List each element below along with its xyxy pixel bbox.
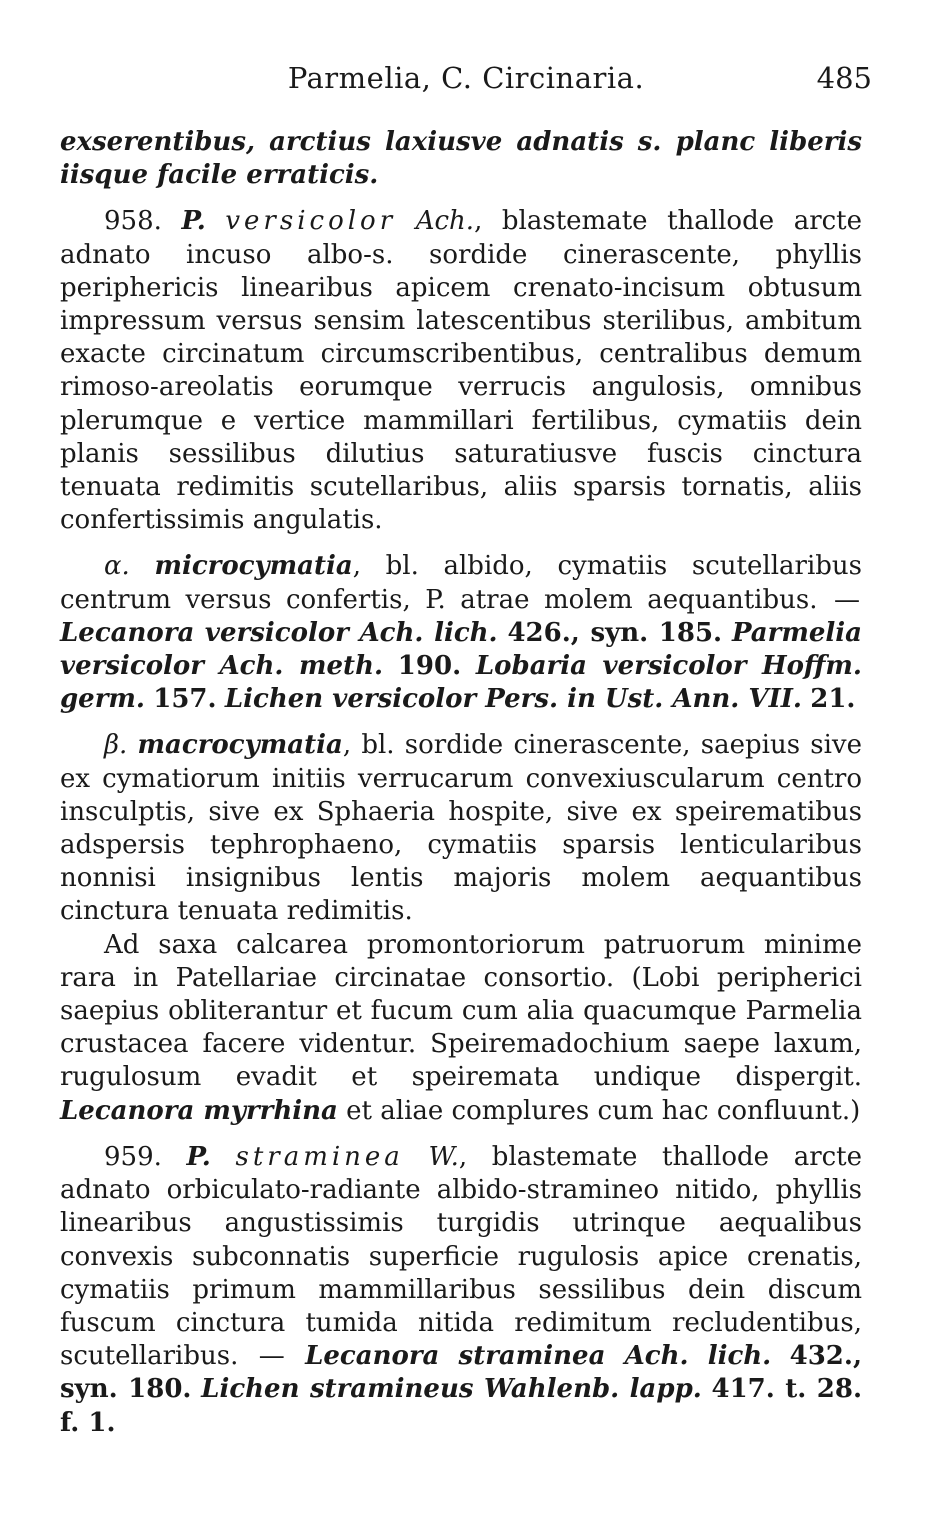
variety-alpha — [60, 550, 862, 716]
synonym-ref-1: 426., syn. 185. — [507, 617, 723, 648]
entry-958 — [60, 205, 862, 537]
variety-description: , bl. albido, cymatiis scutellaribus centrum versus confertis, P. atrae molem aequantibus. — [60, 551, 862, 615]
synonym-ref-1: 432., syn. 180. — [60, 1341, 863, 1405]
continuation-text: exserentibus, arctius laxiusve adnatis s. planc liberis iisque facile erraticis. — [60, 127, 862, 191]
entry-number: 959. — [104, 1141, 162, 1172]
variety-label: β. — [104, 730, 128, 761]
variety-beta — [60, 729, 862, 928]
genus-abbrev: P. — [181, 206, 206, 237]
synonym-1: Lecanora versicolor Ach. lich. — [60, 617, 498, 648]
variety-label: α. — [104, 551, 130, 582]
habitat-text-end: et aliae complures cum hac confluunt.) — [346, 1095, 861, 1126]
entry-description: , blastemate thallode arcte adnato incuso albo-s. sordide cinerascente, phyllis periphericis linearibus apicem crenato-incisum obtusum impressum versus sensim latescentibus sterilibus, ambitum exacte circinatum circumscribentibus, centralibus demum rimoso-areolatis eorumque verrucis angulosis, omnibus plerumque e vertice mammillari fertilibus, cymatiis dein planis sessilibus dilutius saturatiusve fuscis cinctura tenuata redimitis scutellaribus, aliis sparsis tornatis, aliis confertissimis angulatis. — [60, 206, 863, 536]
entry-959 — [60, 1141, 862, 1440]
synonym-ref-2: 190. — [397, 651, 462, 682]
species-name: versicolor — [225, 206, 397, 237]
habitat-species: Lecanora myrrhina — [60, 1095, 338, 1126]
habitat-text: Ad saxa calcarea promontoriorum patruorum minime rara in Patellariae circinatae consortio. (Lobi peripherici saepius obliterantur et fucum cum alia quacumque Parmelia crustacea facere videntur. Speiremadochium saepe laxum, rugulosum evadit et speiremata undique dispergit. — [60, 929, 862, 1093]
page-header — [60, 58, 872, 98]
synonym-3: Lobaria versicolor Hoffm. germ. — [60, 651, 862, 715]
em-dash: — — [258, 1341, 285, 1372]
variety-name: microcymatia — [154, 551, 353, 582]
genus-abbrev: P. — [186, 1141, 211, 1172]
variety-description: , bl. sordide cinerascente, saepius sive ex cymatiorum initiis verrucarum convexiuscularum centro insculptis, sive ex Sphaeria hospite, sive ex speirematibus adspersis tephrophaeno, cymatiis sparsis lenticularibus nonnisi insignibus lentis majoris molem aequantibus cinctura tenuata redimitis. — [60, 730, 863, 927]
synonym-2: Parmelia versicolor Ach. meth. — [60, 617, 863, 682]
synonym-2: Lichen stramineus Wahlenb. lapp. — [201, 1374, 702, 1405]
synonym-ref-2: 417. t. 28. f. 1. — [60, 1374, 863, 1438]
synonym-1: Lecanora straminea Ach. lich. — [305, 1341, 772, 1372]
entry-number: 958. — [104, 206, 162, 237]
habitat-paragraph — [60, 929, 862, 1128]
em-dash: — — [834, 584, 861, 615]
synonym-ref-3: 157. — [153, 684, 217, 715]
entry-description: , blastemate thallode arcte adnato orbiculato-radiante albido-stramineo nitido, phyllis linearibus angustissimis turgidis utrinque aequalibus convexis subconnatis superficie rugulosis apice crenatis, cymatiis primum mammillaribus sessilibus dein discum fuscum cinctura tumida nitida redimitum recludentibus, scutellaribus. — [60, 1141, 863, 1372]
author-name: Ach. — [415, 206, 475, 237]
synonym-4: Lichen versicolor Pers. in Ust. Ann. VII. — [224, 684, 802, 715]
page-number: 485 — [816, 61, 872, 95]
author-name: W. — [428, 1141, 459, 1172]
paragraph-continuation — [60, 126, 862, 192]
body-text — [60, 126, 862, 1440]
running-head: Parmelia, C. Circinaria. — [287, 61, 645, 95]
variety-name: macrocymatia — [137, 730, 343, 761]
synonym-ref-4: 21. — [810, 684, 856, 715]
species-name: straminea — [235, 1141, 404, 1172]
